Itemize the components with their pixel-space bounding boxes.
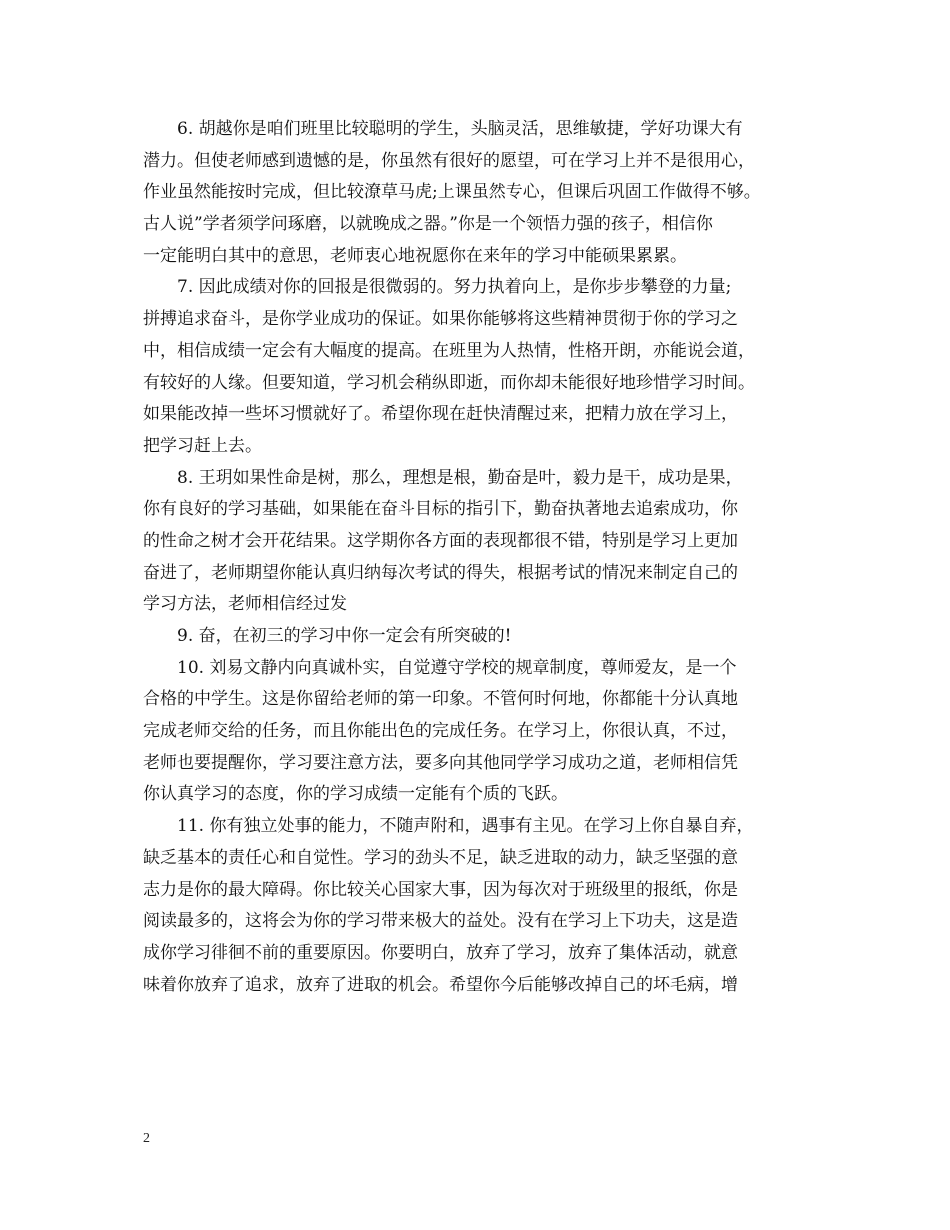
text-line: 阅读最多的，这将会为你的学习带来极大的益处。没有在学习上下功夫，这是造 xyxy=(143,911,738,932)
paragraph xyxy=(143,621,818,653)
text-line: 中，相信成绩一定会有大幅度的提高。在班里为人热情，性格开朗，亦能说会道， xyxy=(143,340,755,361)
text-line: 有较好的人缘。但要知道，学习机会稍纵即逝，而你却未能很好地珍惜学习时间。 xyxy=(143,372,755,393)
text-line: 6. 胡越你是咱们班里比较聪明的学生，头脑灵活，思维敏捷，学好功课大有 xyxy=(177,119,743,139)
paragraph xyxy=(143,114,818,272)
text-line: 如果能改掉一些坏习惯就好了。希望你现在赶快清醒过来，把精力放在学习上， xyxy=(143,404,738,425)
text-line: 11. 你有独立处事的能力，不随声附和，遇事有主见。在学习上你自暴自弃， xyxy=(177,816,754,837)
text-line: 缺乏基本的责任心和自觉性。学习的劲头不足，缺乏进取的动力，缺乏坚强的意 xyxy=(143,847,738,868)
text-line: 学习方法，老师相信经过发 xyxy=(143,594,347,615)
text-line: 拼搏追求奋斗，是你学业成功的保证。如果你能够将这些精神贯彻于你的学习之 xyxy=(143,309,738,330)
text-line: 你认真学习的态度，你的学习成绩一定能有个质的飞跃。 xyxy=(143,784,568,805)
text-line: 9. 奋，在初三的学习中你一定会有所突破的! xyxy=(177,626,512,646)
text-line: 7. 因此成绩对你的回报是很微弱的。努力执着向上，是你步步攀登的力量; xyxy=(177,277,732,298)
paragraph xyxy=(143,653,818,811)
text-line: 把学习赶上去。 xyxy=(143,435,262,456)
document-body xyxy=(143,114,818,1001)
text-line: 完成老师交给的任务，而且你能出色的完成任务。在学习上，你很认真，不过， xyxy=(143,721,738,742)
text-line: 古人说”学者须学问琢磨，以就晚成之器。”你是一个领悟力强的孩子，相信你 xyxy=(143,214,713,235)
page-number: 2 xyxy=(143,1131,150,1146)
text-line: 8. 王玥如果性命是树，那么，理想是根，勤奋是叶，毅力是干，成功是果， xyxy=(177,467,743,488)
text-line: 潜力。但使老师感到遗憾的是，你虽然有很好的愿望，可在学习上并不是很用心， xyxy=(143,150,755,171)
text-line: 老师也要提醒你，学习要注意方法，要多向其他同学学习成功之道，老师相信凭 xyxy=(143,752,738,773)
text-line: 味着你放弃了追求，放弃了进取的机会。希望你今后能够改掉自己的坏毛病，增 xyxy=(143,974,738,995)
text-line: 成你学习徘徊不前的重要原因。你要明白，放弃了学习，放弃了集体活动，就意 xyxy=(143,942,738,963)
text-line: 的性命之树才会开花结果。这学期你各方面的表现都很不错，特别是学习上更加 xyxy=(143,530,738,551)
text-line: 一定能明白其中的意思，老师衷心地祝愿你在来年的学习中能硕果累累。 xyxy=(143,245,687,266)
paragraph xyxy=(143,811,818,1001)
text-line: 作业虽然能按时完成，但比较潦草马虎;上课虽然专心，但课后巩固工作做得不够。 xyxy=(143,182,761,203)
paragraph xyxy=(143,463,818,621)
text-line: 你有良好的学习基础，如果能在奋斗目标的指引下，勤奋执著地去追索成功，你 xyxy=(143,499,738,520)
text-line: 10. 刘易文静内向真诚朴实，自觉遵守学校的规章制度，尊师爱友，是一个 xyxy=(177,657,737,678)
text-line: 合格的中学生。这是你留给老师的第一印象。不管何时何地，你都能十分认真地 xyxy=(143,689,738,710)
text-line: 奋进了，老师期望你能认真归纳每次考试的得失，根据考试的情况来制定自己的 xyxy=(143,562,738,583)
text-line: 志力是你的最大障碍。你比较关心国家大事，因为每次对于班级里的报纸，你是 xyxy=(143,879,738,900)
paragraph xyxy=(143,272,818,462)
